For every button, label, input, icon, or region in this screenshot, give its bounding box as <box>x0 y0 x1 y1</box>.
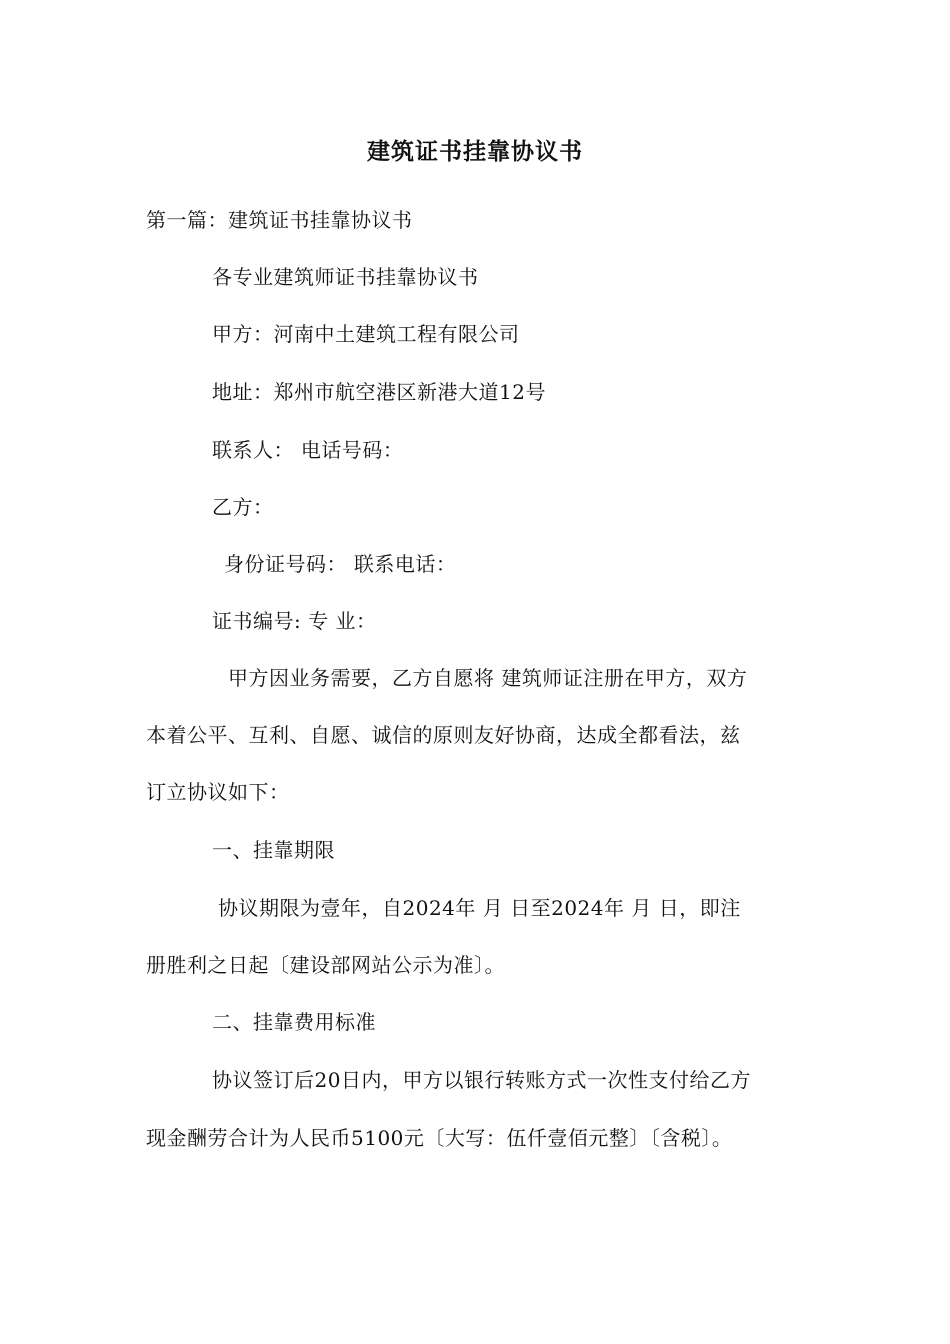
clause-2-line-1: 协议签订后20日内，甲方以银行转账方式一次性支付给乙方 <box>212 1068 751 1092</box>
document-title: 建筑证书挂靠协议书 <box>367 138 583 165</box>
intro-paragraph-line-3: 订立协议如下： <box>146 780 290 804</box>
party-b-line: 乙方： <box>212 495 274 519</box>
section-heading: 第一篇：建筑证书挂靠协议书 <box>146 208 413 232</box>
clause-1-heading: 一、挂靠期限 <box>212 838 335 862</box>
intro-paragraph-line-1: 甲方因业务需要，乙方自愿将 建筑师证注册在甲方，双方 <box>228 666 748 690</box>
intro-paragraph-line-2: 本着公平、互利、自愿、诚信的原则友好协商，达成全都看法，兹 <box>146 723 741 747</box>
contact-line: 联系人： 电话号码： <box>212 438 404 462</box>
address-line: 地址：郑州市航空港区新港大道12号 <box>212 380 546 404</box>
clause-1-line-1: 协议期限为壹年，自2024年 月 日至2024年 月 日，即注 <box>218 896 741 920</box>
clause-1-line-2: 册胜利之日起〔建设部网站公示为准〕。 <box>146 953 505 977</box>
clause-2-line-2: 现金酬劳合计为人民币5100元〔大写：伍仟壹佰元整〕〔含税〕。 <box>146 1126 733 1150</box>
id-phone-line: 身份证号码： 联系电话： <box>224 552 457 576</box>
clause-2-heading: 二、挂靠费用标准 <box>212 1010 376 1034</box>
certificate-info-line: 证书编号: 专 业： <box>212 609 377 633</box>
subtitle: 各专业建筑师证书挂靠协议书 <box>212 265 479 289</box>
party-a-line: 甲方：河南中土建筑工程有限公司 <box>212 322 520 346</box>
